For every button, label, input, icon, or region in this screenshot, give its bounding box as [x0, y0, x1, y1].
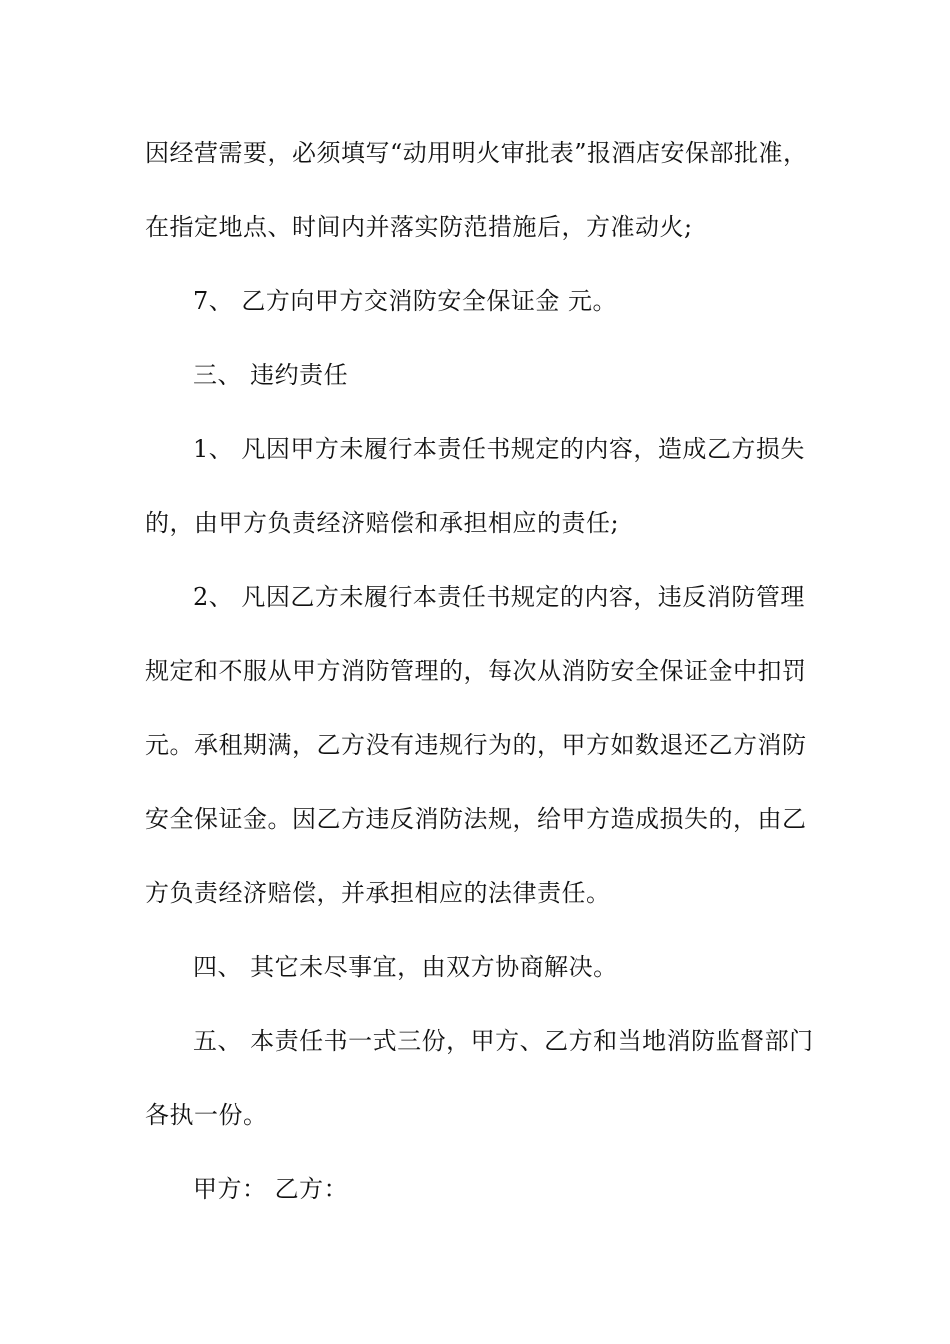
paragraph-line: 规定和不服从甲方消防管理的，每次从消防安全保证金中扣罚 — [145, 657, 807, 685]
signature-line: 甲方： 乙方： — [193, 1175, 349, 1203]
clause-1: 1、 凡因甲方未履行本责任书规定的内容，造成乙方损失 — [193, 435, 805, 463]
paragraph-line: 各执一份。 — [145, 1101, 268, 1129]
paragraph-line: 因经营需要，必须填写“动用明火审批表”报酒店安保部批准， — [145, 139, 808, 167]
paragraph-line: 元。承租期满，乙方没有违规行为的，甲方如数退还乙方消防 — [145, 731, 807, 759]
clause-7: 7、 乙方向甲方交消防安全保证金 元。 — [193, 287, 618, 315]
paragraph-line: 的，由甲方负责经济赔偿和承担相应的责任; — [145, 509, 620, 537]
clause-2: 2、 凡因乙方未履行本责任书规定的内容，违反消防管理 — [193, 583, 805, 611]
paragraph-line: 方负责经济赔偿，并承担相应的法律责任。 — [145, 879, 611, 907]
paragraph-line: 在指定地点、时间内并落实防范措施后，方准动火; — [145, 213, 693, 241]
section-heading-3: 三、 违约责任 — [193, 361, 349, 389]
section-heading-4: 四、 其它未尽事宜，由双方协商解决。 — [193, 953, 618, 981]
paragraph-line: 安全保证金。因乙方违反消防法规，给甲方造成损失的，由乙 — [145, 805, 807, 833]
section-heading-5: 五、 本责任书一式三份，甲方、乙方和当地消防监督部门 — [193, 1027, 814, 1055]
